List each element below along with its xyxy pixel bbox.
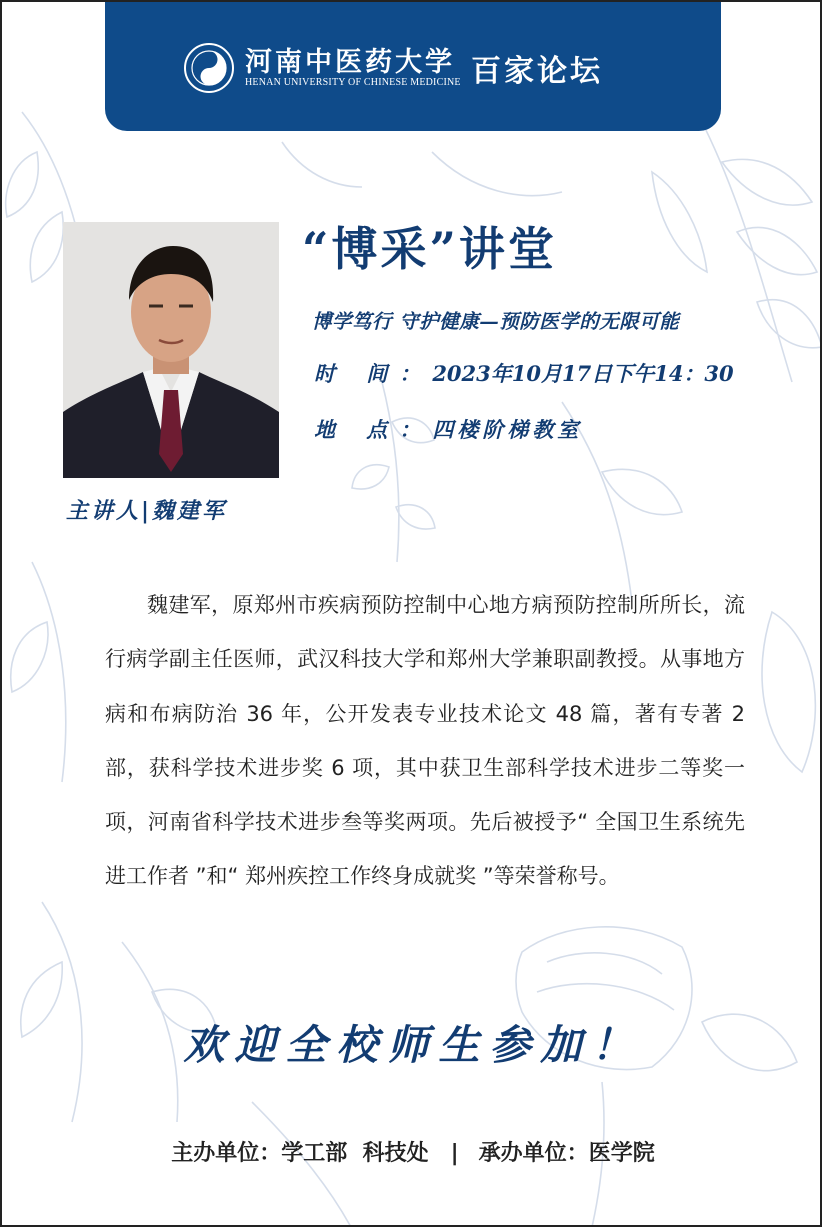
co-organizer-value: 医学院 xyxy=(588,1141,655,1166)
time-value: 2023年10月17日下午14：30 xyxy=(432,361,734,386)
header-banner xyxy=(105,2,721,131)
host-value: 学工部 科技处 xyxy=(281,1141,429,1166)
lecture-title: “博采”讲堂 xyxy=(302,222,557,276)
host-label: 主办单位： xyxy=(171,1141,282,1166)
place-value: 四楼阶梯教室 xyxy=(432,417,583,442)
lecture-topic: 博学笃行 守护健康—预防医学的无限可能 xyxy=(312,310,680,333)
university-name-en: HENAN UNIVERSITY OF CHINESE MEDICINE xyxy=(245,77,461,88)
speaker-role: 主讲人 xyxy=(66,498,142,524)
speaker-label xyxy=(66,494,227,525)
speaker-name: 魏建军 xyxy=(152,498,228,524)
speaker-bio: 魏建军，原郑州市疾病预防控制中心地方病预防控制所所长，流行病学副主任医师，武汉科技大学和郑州大学兼职副教授。从事地方病和布病防治 36 年，公开发表专业技术论文 48 篇，著有专著 2 部，获科学技术进步奖 6 项，其中获卫生部科学技术进步二等奖一项，河南省科学技术进步叁等奖两项。先后被授予“ 全国卫生系统先进工作者 ”和“ 郑州疾控工作终身成就奖 ”等荣誉称号。 xyxy=(105,593,745,889)
organizers-separator: | xyxy=(450,1141,459,1166)
co-organizer-label: 承办单位： xyxy=(478,1141,589,1166)
forum-name: 百家论坛 xyxy=(471,54,603,89)
place-label: 地 点： xyxy=(314,417,433,442)
university-emblem-icon xyxy=(183,42,235,94)
speaker-photo xyxy=(63,222,279,478)
time-label: 时 间： xyxy=(314,361,433,386)
lecture-time xyxy=(314,358,734,388)
university-name-cn: 河南中医药大学 xyxy=(245,47,455,78)
organizers xyxy=(2,1136,822,1167)
welcome-message: 欢迎全校师生参加！ xyxy=(183,1021,643,1069)
lecture-place xyxy=(314,414,582,444)
speaker-separator: | xyxy=(141,498,153,524)
